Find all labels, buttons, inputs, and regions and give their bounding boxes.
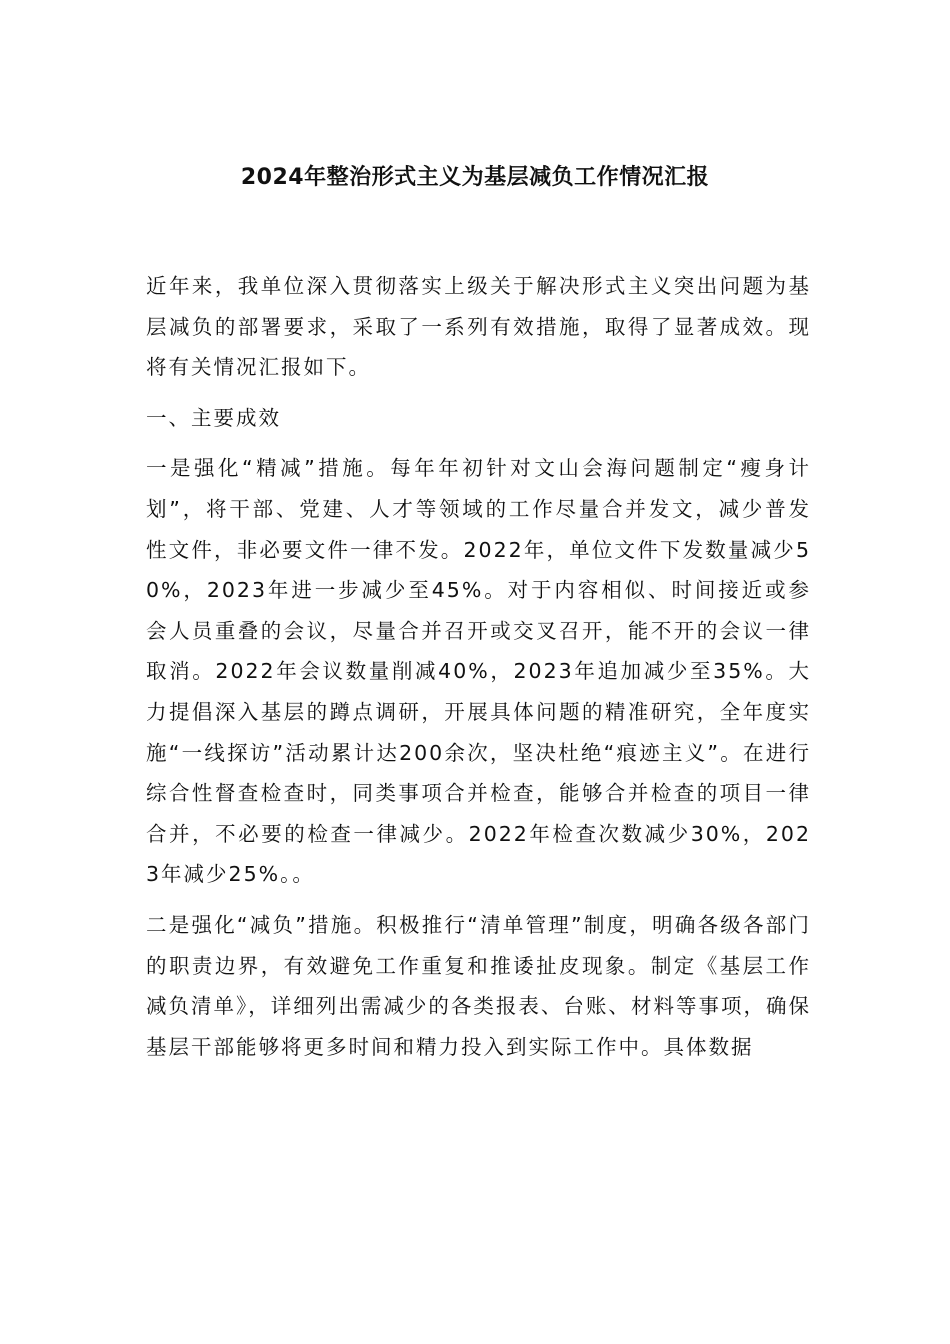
body-paragraph: 一是强化“精减”措施。每年年初针对文山会海问题制定“瘦身计划”，将干部、党建、人才等领域的工作尽量合并发文，减少普发性文件，非必要文件一律不发。2022年，单位文件下发数量减少50%，2023年进一步减少至45%。对于内容相似、时间接近或参会人员重叠的会议，尽量合并召开或交叉召开，能不开的会议一律取消。2022年会议数量削减40%，2023年追加减少至35%。大力提倡深入基层的蹲点调研，开展具体问题的精准研究，全年度实施“一线探访”活动累计达200余次，坚决杜绝“痕迹主义”。在进行综合性督查检查时，同类事项合并检查，能够合并检查的项目一律合并，不必要的检查一律减少。2022年检查次数减少30%，2023年减少25%。。 [146, 456, 811, 887]
body-paragraph: 二是强化“减负”措施。积极推行“清单管理”制度，明确各级各部门的职责边界，有效避免工作重复和推诿扯皮现象。制定《基层工作减负清单》，详细列出需减少的各类报表、台账、材料等事项，确保基层干部能够将更多时间和精力投入到实际工作中。具体数据 [146, 912, 811, 1059]
document-title: 2024年整治形式主义为基层减负工作情况汇报 [240, 165, 710, 190]
section-heading: 一、主要成效 [146, 405, 281, 430]
document-body [146, 266, 811, 1077]
intro-paragraph: 近年来，我单位深入贯彻落实上级关于解决形式主义突出问题为基层减负的部署要求，采取了一系列有效措施，取得了显著成效。现将有关情况汇报如下。 [146, 274, 811, 380]
